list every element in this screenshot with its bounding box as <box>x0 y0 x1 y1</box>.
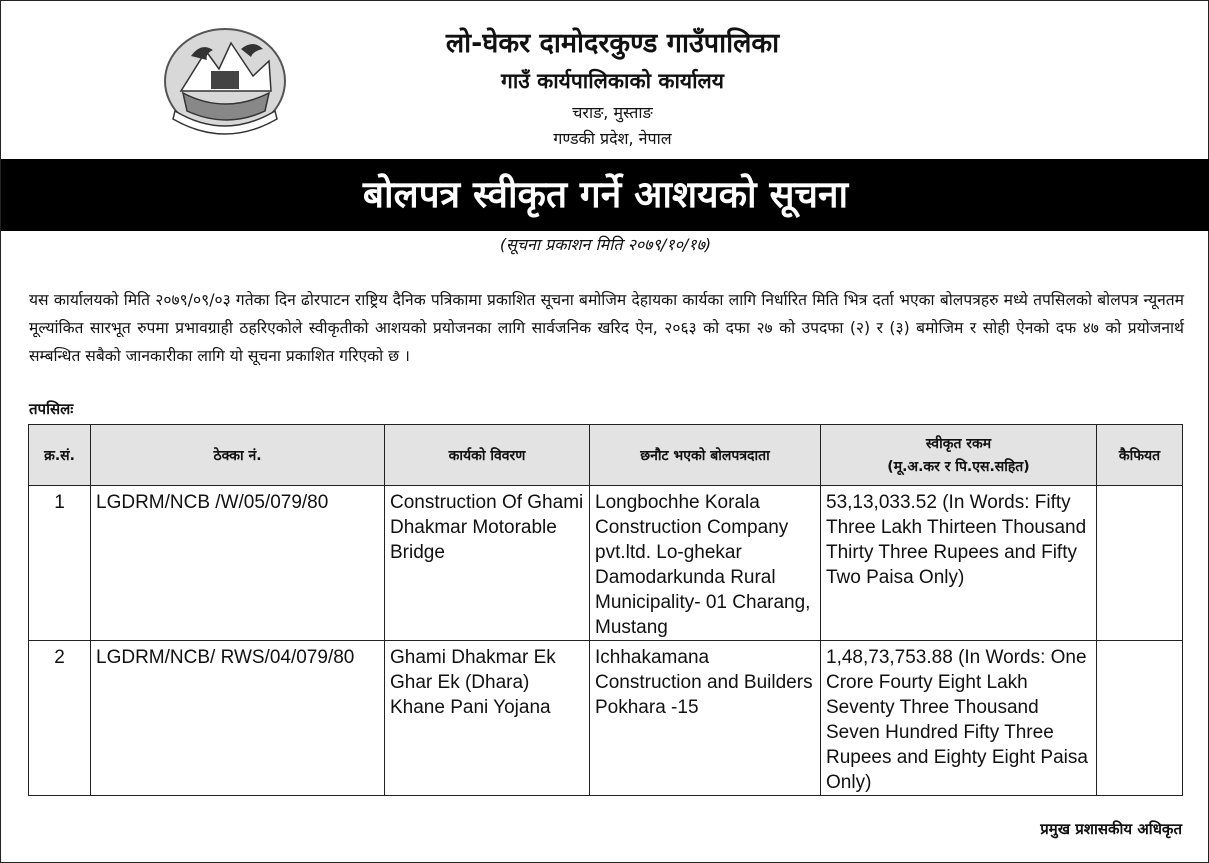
header-contract-no: ठेक्का नं. <box>91 425 385 486</box>
signature: प्रमुख प्रशासकीय अधिकृत <box>1040 820 1182 838</box>
awards-table <box>28 424 1183 796</box>
header-amount-line2: (मू.अ.कर र पि.एस.सहित) <box>887 459 1030 475</box>
header-bidder: छनौट भएको बोलपत्रदाता <box>590 425 821 486</box>
row-work: Construction Of Ghami Dhakmar Motorable Bridge <box>385 486 590 641</box>
table-header-row <box>29 425 1183 486</box>
table-row <box>29 641 1183 796</box>
row-contract-no: LGDRM/NCB/ RWS/04/079/80 <box>91 641 385 796</box>
office-name: लो-घेकर दामोदरकुण्ड गाउँपालिका <box>445 28 780 59</box>
row-amount: 53,13,033.52 (In Words: Fifty Three Lakh Thirteen Thousand Thirty Three Rupees and Fifty Two Paisa Only) <box>821 486 1097 641</box>
notice-body: यस कार्यालयको मिति २०७९/०९/०३ गतेका दिन ढोरपाटन राष्ट्रिय दैनिक पत्रिकामा प्रकाशित सूचना बमोजिम देहायका कार्यका लागि निर्धारित मिति भित्र दर्ता भएका बोलपत्रहरु मध्ये तपसिलको बोलपत्र न्यूनतम मूल्यांकित सारभूत रुपमा प्रभावग्राही ठहरिएकोले स्वीकृतीको आशयको प्रयोजनका लागि सार्वजनिक खरिद ऐन, २०६३ को दफा २७ को उपदफा (२) र (३) बमोजिम र सोही ऐनको दफ ४७ को प्रयोजनार्थ सम्बन्धित सबैको जानकारीका लागि यो सूचना प्रकाशित गरिएको छ । <box>29 291 1184 365</box>
header-amount <box>821 425 1097 486</box>
row-bidder: Longbochhe Korala Construction Company pvt.ltd. Lo-ghekar Damodarkunda Rural Municipality- 01 Charang, Mustang <box>590 486 821 641</box>
row-contract-no: LGDRM/NCB /W/05/079/80 <box>91 486 385 641</box>
notice-title: बोलपत्र स्वीकृत गर्ने आशयको सूचना <box>1 159 1209 231</box>
header-work: कार्यको विवरण <box>385 425 590 486</box>
row-remarks <box>1097 486 1183 641</box>
table-row <box>29 486 1183 641</box>
letterhead <box>1 1 1209 159</box>
publish-date: (सूचना प्रकाशन मिति २०७९/१०/१७) <box>499 235 712 254</box>
row-sn: 2 <box>29 641 91 796</box>
row-remarks <box>1097 641 1183 796</box>
row-amount: 1,48,73,753.88 (In Words: One Crore Fourty Eight Lakh Seventy Three Thousand Seven Hundred Fifty Three Rupees and Eighty Eight Paisa Only) <box>821 641 1097 796</box>
row-sn: 1 <box>29 486 91 641</box>
schedule-label: तपसिलः <box>29 400 74 418</box>
header-sn: क्र.सं. <box>29 425 91 486</box>
address-line-2: गण्डकी प्रदेश, नेपाल <box>553 129 672 148</box>
header-remarks: कैफियत <box>1097 425 1183 486</box>
address-line-1: चराङ, मुस्ताङ <box>572 103 653 122</box>
row-work: Ghami Dhakmar Ek Ghar Ek (Dhara) Khane Pani Yojana <box>385 641 590 796</box>
header-amount-line1: स्वीकृत रकम <box>925 436 992 452</box>
row-bidder: Ichhakamana Construction and Builders Pokhara -15 <box>590 641 821 796</box>
office-subtitle: गाउँ कार्यपालिकाको कार्यालय <box>501 69 724 93</box>
